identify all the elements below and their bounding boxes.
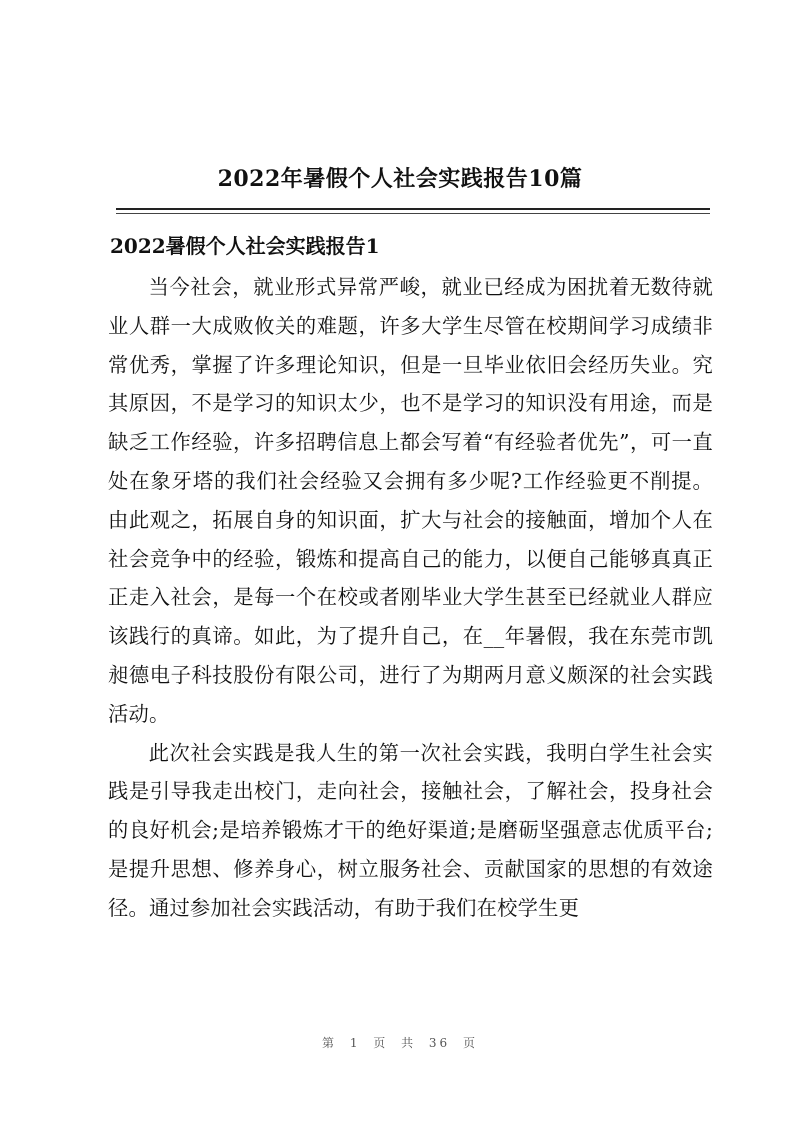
document-title: 2022年暑假个人社会实践报告10篇 [217, 166, 583, 192]
document-body [108, 268, 713, 928]
body-paragraph: 当今社会，就业形式异常严峻，就业已经成为困扰着无数待就业人群一大成败攸关的难题，许多大学生尽管在校期间学习成绩非常优秀，掌握了许多理论知识，但是一旦毕业依旧会经历失业。究其原因，不是学习的知识太少，也不是学习的知识没有用途，而是缺乏工作经验，许多招聘信息上都会写着“有经验者优先”，可一直处在象牙塔的我们社会经验又会拥有多少呢?工作经验更不削提。由此观之，拓展自身的知识面，扩大与社会的接触面，增加个人在社会竞争中的经验，锻炼和提高自己的能力，以便自己能够真真正正走入社会，是每一个在校或者刚毕业大学生甚至已经就业人群应该践行的真谛。如此，为了提升自己，在__年暑假，我在东莞市凯昶德电子科技股份有限公司，进行了为期两月意义颇深的社会实践活动。 [108, 275, 713, 726]
title-underline-thin [116, 213, 710, 214]
title-underline [116, 208, 710, 210]
body-paragraph: 此次社会实践是我人生的第一次社会实践，我明白学生社会实践是引导我走出校门，走向社会，接触社会，了解社会，投身社会的良好机会;是培养锻炼才干的绝好渠道;是磨砺坚强意志优质平台;是提升思想、修养身心，树立服务社会、贡献国家的思想的有效途径。通过参加社会实践活动，有助于我们在校学生更 [108, 740, 713, 920]
section-heading: 2022暑假个人社会实践报告1 [110, 234, 380, 258]
page-footer: 第 1 页 共 36 页 [322, 1036, 478, 1050]
